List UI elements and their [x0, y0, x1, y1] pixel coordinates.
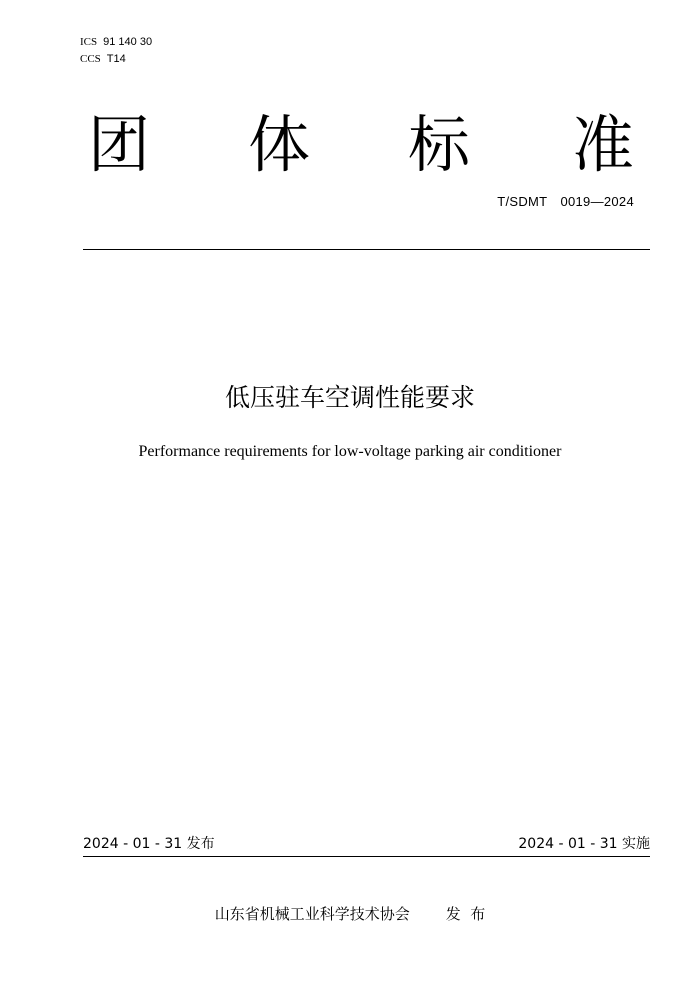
ics-label: ICS [80, 36, 98, 48]
title-english: Performance requirements for low-voltage parking air conditioner [138, 443, 562, 460]
issuer-action: 发 布 [445, 905, 486, 923]
doc-type-char-4: 准 [572, 108, 635, 181]
ics-value: 91 140 30 [103, 36, 153, 48]
doc-type-char-1: 团 [88, 108, 151, 181]
ccs-code [80, 51, 126, 67]
publish-date: 2024 - 01 - 31 发布 [83, 836, 215, 852]
implement-date: 2024 - 01 - 31 实施 [518, 836, 650, 852]
issuer-name: 山东省机械工业科学技术协会 [214, 905, 410, 923]
ccs-label: CCS [80, 53, 101, 65]
doc-type-char-3: 标 [408, 108, 471, 181]
ics-code [80, 34, 152, 50]
header-divider [83, 249, 650, 250]
standard-number: T/SDMT 0019—2024 [497, 194, 634, 209]
title-chinese: 低压驻车空调性能要求 [224, 383, 475, 412]
ccs-value: T14 [106, 53, 126, 65]
doc-type-char-2: 体 [248, 108, 311, 181]
issuer-line [0, 903, 700, 925]
footer-divider [83, 856, 650, 857]
